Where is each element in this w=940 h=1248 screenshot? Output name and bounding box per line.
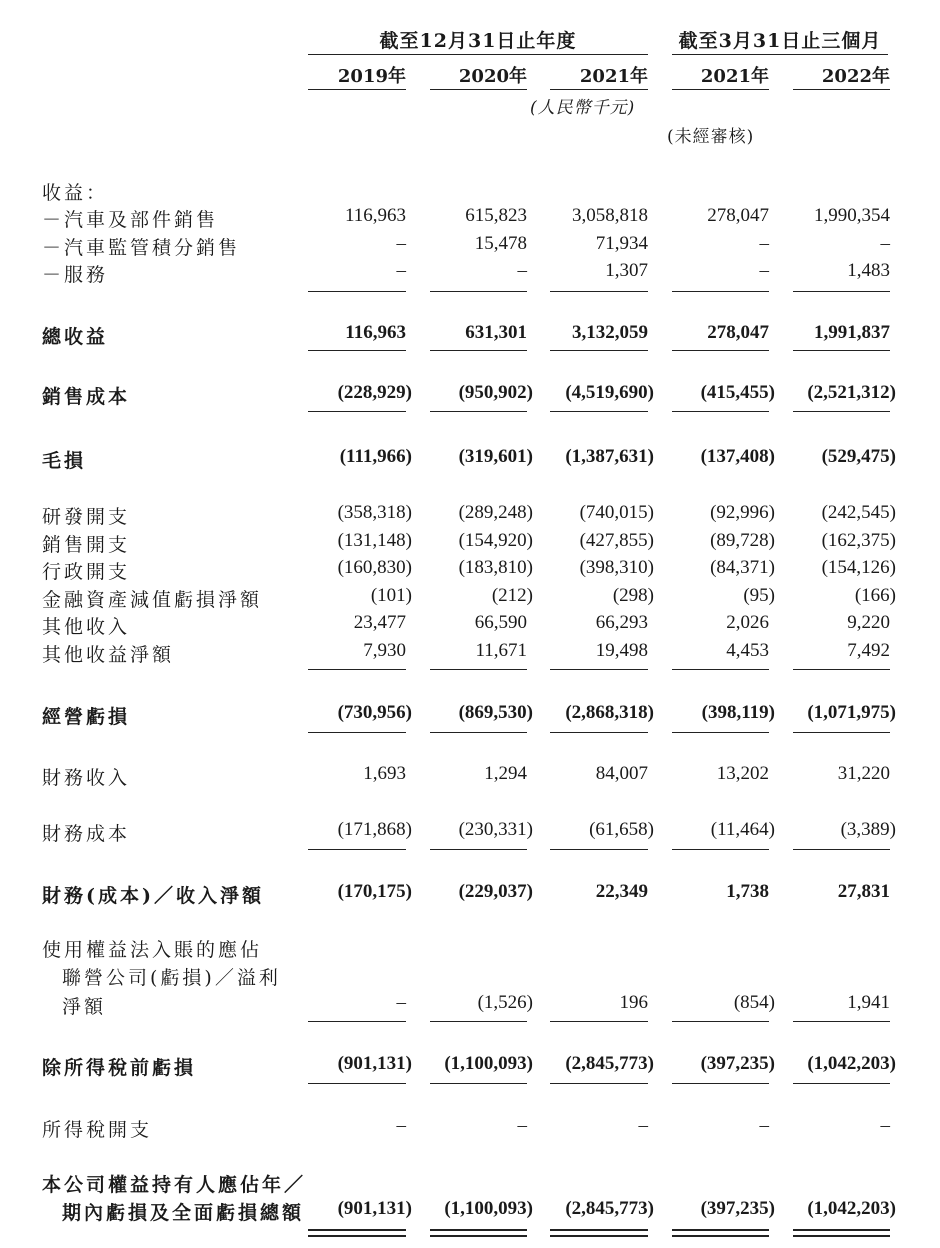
group-header-three-months: 截至3月31日止三個月 (678, 30, 882, 52)
table-cell: (154,920) (458, 530, 533, 551)
subtotal-rule (672, 849, 769, 850)
table-cell: 7,930 (363, 640, 406, 661)
subtotal-rule (672, 350, 769, 351)
table-cell: – (759, 233, 769, 254)
table-cell: (1,526) (477, 992, 533, 1013)
subtotal-rule (793, 411, 890, 412)
row-label: 聯營公司(虧損)／溢利 (62, 967, 281, 989)
subtotal-rule (793, 669, 890, 670)
table-cell: 9,220 (847, 612, 890, 633)
table-cell: (2,845,773) (565, 1053, 654, 1074)
column-header-rule (430, 89, 527, 90)
table-cell: (228,929) (337, 382, 412, 403)
table-cell: 1,294 (484, 763, 527, 784)
subtotal-rule (308, 1083, 406, 1084)
column-header-rule (308, 89, 406, 90)
table-cell: 631,301 (465, 322, 527, 343)
table-cell: (901,131) (337, 1053, 412, 1074)
table-cell: 1,941 (847, 992, 890, 1013)
table-cell: 615,823 (465, 205, 527, 226)
table-cell: (289,248) (458, 502, 533, 523)
subtotal-rule (430, 732, 527, 733)
row-label: 總收益 (42, 326, 109, 348)
subtotal-rule (308, 669, 406, 670)
table-cell: 1,693 (363, 763, 406, 784)
table-cell: (89,728) (710, 530, 775, 551)
table-cell: – (396, 260, 406, 281)
total-double-rule (308, 1229, 406, 1237)
subtotal-rule (672, 411, 769, 412)
table-cell: 3,132,059 (572, 322, 648, 343)
column-header-year: 2021年 (700, 66, 769, 87)
table-cell: (397,235) (700, 1198, 775, 1219)
row-label: 期內虧損及全面虧損總額 (62, 1202, 305, 1224)
table-cell: 116,963 (344, 205, 406, 226)
row-label: 使用權益法入賬的應佔 (42, 939, 263, 961)
table-cell: (3,389) (840, 819, 896, 840)
subtotal-rule (550, 1021, 648, 1022)
table-cell: (154,126) (821, 557, 896, 578)
subtotal-rule (550, 291, 648, 292)
row-label: 財務收入 (42, 767, 131, 789)
table-cell: (397,235) (700, 1053, 775, 1074)
table-cell: (529,475) (821, 446, 896, 467)
row-label: 經營虧損 (42, 706, 131, 728)
table-cell: (4,519,690) (565, 382, 654, 403)
subtotal-rule (430, 1083, 527, 1084)
table-cell: 27,831 (837, 881, 890, 902)
row-label: 所得稅開支 (42, 1119, 153, 1141)
subtotal-rule (308, 732, 406, 733)
subtotal-rule (550, 411, 648, 412)
table-cell: 1,483 (847, 260, 890, 281)
table-cell: 278,047 (707, 322, 769, 343)
subtotal-rule (550, 732, 648, 733)
table-cell: 15,478 (474, 233, 527, 254)
table-cell: 66,590 (474, 612, 527, 633)
table-cell: 19,498 (595, 640, 648, 661)
row-label: 行政開支 (42, 561, 131, 583)
table-cell: – (880, 233, 890, 254)
table-cell: (230,331) (458, 819, 533, 840)
row-label: －汽車及部件銷售 (42, 209, 219, 231)
table-cell: 66,293 (595, 612, 648, 633)
row-label: 財務(成本)／收入淨額 (42, 885, 264, 907)
table-cell: (298) (612, 585, 654, 606)
subtotal-rule (793, 732, 890, 733)
column-header-year: 2022年 (821, 66, 890, 87)
table-cell: (171,868) (337, 819, 412, 840)
table-cell: (427,855) (579, 530, 654, 551)
table-cell: – (638, 1115, 648, 1136)
table-cell: 84,007 (595, 763, 648, 784)
table-cell: 2,026 (726, 612, 769, 633)
row-label: 淨額 (62, 996, 107, 1018)
table-cell: 22,349 (595, 881, 648, 902)
column-header-rule (793, 89, 890, 90)
table-cell: 7,492 (847, 640, 890, 661)
table-cell: 4,453 (726, 640, 769, 661)
row-label: －汽車監管積分銷售 (42, 237, 241, 259)
table-cell: (2,845,773) (565, 1198, 654, 1219)
table-cell: (160,830) (337, 557, 412, 578)
table-cell: 1,991,837 (814, 322, 890, 343)
table-cell: (170,175) (337, 881, 412, 902)
subtotal-rule (550, 669, 648, 670)
table-cell: (162,375) (821, 530, 896, 551)
unaudited-note: (未經審核) (667, 127, 755, 147)
total-double-rule (793, 1229, 890, 1237)
table-cell: 1,307 (605, 260, 648, 281)
table-cell: (111,966) (339, 446, 412, 467)
table-cell: (2,868,318) (565, 702, 654, 723)
table-cell: 11,671 (475, 640, 527, 661)
table-cell: (854) (733, 992, 775, 1013)
table-cell: 196 (619, 992, 648, 1013)
table-cell: (11,464) (710, 819, 775, 840)
subtotal-rule (430, 350, 527, 351)
table-cell: 116,963 (345, 322, 406, 343)
table-cell: (84,371) (710, 557, 775, 578)
subtotal-rule (430, 849, 527, 850)
table-cell: (131,148) (337, 530, 412, 551)
table-cell: (95) (743, 585, 775, 606)
table-cell: (183,810) (458, 557, 533, 578)
table-cell: (166) (854, 585, 896, 606)
table-cell: (101) (370, 585, 412, 606)
row-label: 收益： (42, 182, 109, 204)
row-label: 研發開支 (42, 506, 131, 528)
table-cell: (398,119) (701, 702, 775, 723)
subtotal-rule (308, 849, 406, 850)
table-cell: (1,100,093) (444, 1198, 533, 1219)
table-cell: (358,318) (337, 502, 412, 523)
subtotal-rule (672, 1021, 769, 1022)
table-cell: (1,042,203) (807, 1053, 896, 1074)
table-cell: (2,521,312) (807, 382, 896, 403)
table-cell: – (880, 1115, 890, 1136)
table-cell: (730,956) (337, 702, 412, 723)
table-cell: (137,408) (700, 446, 775, 467)
table-cell: (1,387,631) (565, 446, 654, 467)
column-header-rule (672, 89, 769, 90)
table-cell: (319,601) (458, 446, 533, 467)
row-label: －服務 (42, 264, 109, 286)
row-label: 其他收入 (42, 616, 131, 638)
subtotal-rule (793, 1021, 890, 1022)
table-cell: 3,058,818 (572, 205, 648, 226)
subtotal-rule (430, 669, 527, 670)
subtotal-rule (672, 669, 769, 670)
subtotal-rule (430, 411, 527, 412)
row-label: 本公司權益持有人應佔年／ (42, 1174, 307, 1196)
subtotal-rule (672, 1083, 769, 1084)
table-cell: 278,047 (707, 205, 769, 226)
table-cell: – (396, 992, 406, 1013)
row-label: 除所得稅前虧損 (42, 1057, 197, 1079)
table-cell: (92,996) (710, 502, 775, 523)
table-cell: (869,530) (458, 702, 533, 723)
table-cell: – (759, 1115, 769, 1136)
total-double-rule (550, 1229, 648, 1237)
total-double-rule (430, 1229, 527, 1237)
subtotal-rule (793, 291, 890, 292)
table-cell: (1,100,093) (444, 1053, 533, 1074)
subtotal-rule (430, 291, 527, 292)
table-cell: (1,042,203) (807, 1198, 896, 1219)
table-cell: – (759, 260, 769, 281)
group-header-year-ended: 截至12月31日止年度 (379, 30, 577, 52)
table-cell: (212) (491, 585, 533, 606)
subtotal-rule (308, 350, 406, 351)
table-cell: (415,455) (700, 382, 775, 403)
table-cell: 71,934 (595, 233, 648, 254)
subtotal-rule (550, 1083, 648, 1084)
row-label: 財務成本 (42, 823, 131, 845)
table-cell: 31,220 (837, 763, 890, 784)
row-label: 其他收益淨額 (42, 644, 175, 666)
table-cell: (740,015) (579, 502, 654, 523)
table-cell: (61,658) (589, 819, 654, 840)
table-cell: (901,131) (337, 1198, 412, 1219)
subtotal-rule (672, 732, 769, 733)
table-cell: (229,037) (458, 881, 533, 902)
row-label: 金融資產減值虧損淨額 (42, 589, 263, 611)
table-cell: – (396, 1115, 406, 1136)
table-cell: (1,071,975) (807, 702, 896, 723)
table-cell: 1,738 (726, 881, 769, 902)
subtotal-rule (308, 291, 406, 292)
subtotal-rule (793, 350, 890, 351)
row-label: 銷售開支 (42, 534, 131, 556)
table-cell: (950,902) (458, 382, 533, 403)
subtotal-rule (430, 1021, 527, 1022)
column-header-year: 2020年 (458, 66, 527, 87)
subtotal-rule (793, 1083, 890, 1084)
table-cell: 13,202 (716, 763, 769, 784)
table-cell: (398,310) (579, 557, 654, 578)
total-double-rule (672, 1229, 769, 1237)
currency-note: (人民幣千元) (530, 98, 636, 118)
column-header-year: 2021年 (579, 66, 648, 87)
subtotal-rule (793, 849, 890, 850)
table-cell: – (517, 260, 527, 281)
table-cell: – (396, 233, 406, 254)
table-cell: – (517, 1115, 527, 1136)
subtotal-rule (550, 849, 648, 850)
subtotal-rule (672, 291, 769, 292)
table-cell: 23,477 (353, 612, 406, 633)
group-rule-three-months (672, 54, 888, 55)
column-header-rule (550, 89, 648, 90)
subtotal-rule (308, 1021, 406, 1022)
row-label: 銷售成本 (42, 386, 131, 408)
subtotal-rule (308, 411, 406, 412)
table-cell: (242,545) (821, 502, 896, 523)
column-header-year: 2019年 (337, 66, 406, 87)
row-label: 毛損 (42, 450, 87, 472)
table-cell: 1,990,354 (814, 205, 890, 226)
subtotal-rule (550, 350, 648, 351)
group-rule-year-ended (308, 54, 648, 55)
